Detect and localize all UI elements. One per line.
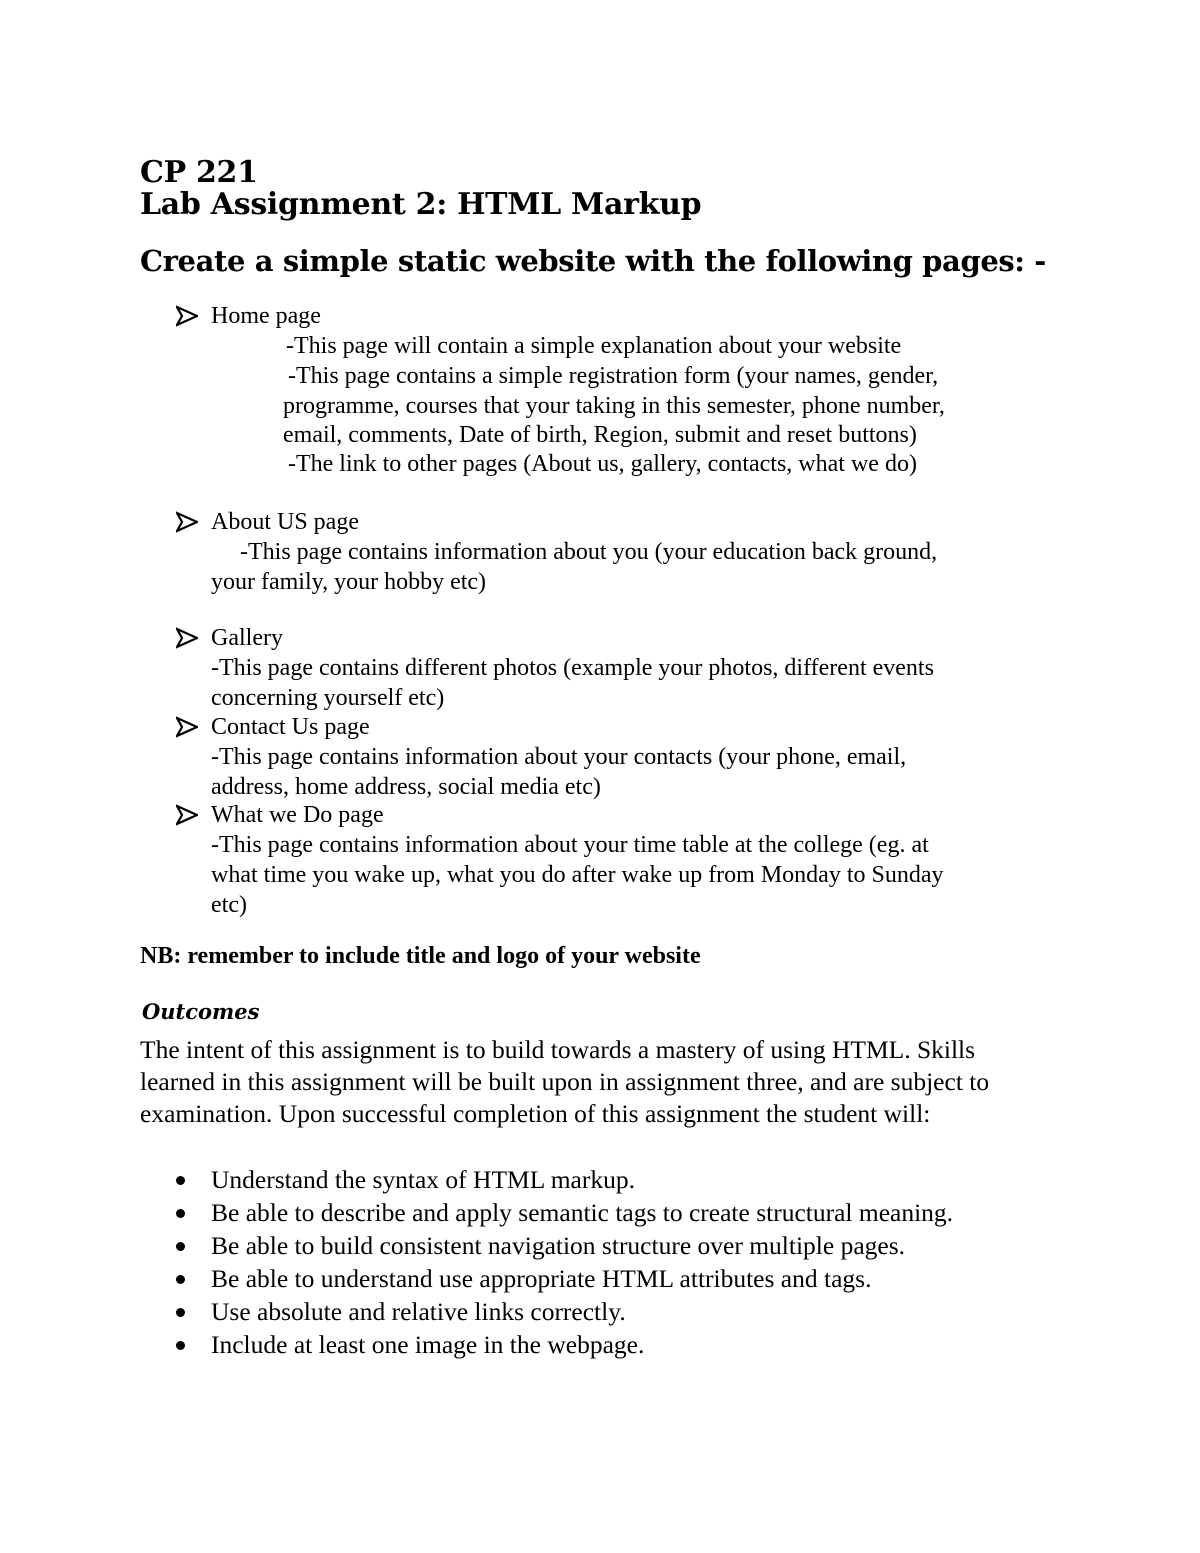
instruction-heading: Create a simple static website with the following pages: - (140, 244, 1046, 278)
outcome-item: Be able to describe and apply semantic tags to create structural meaning. (211, 1198, 954, 1227)
arrowhead-bullet-icon (176, 804, 198, 826)
arrowhead-bullet-icon (176, 511, 198, 533)
page-item-text: programme, courses that your taking in this semester, phone number, (283, 393, 945, 419)
outcome-item: Use absolute and relative links correctly. (211, 1297, 626, 1326)
page-item-text: concerning yourself etc) (211, 685, 445, 711)
page-item-text: -This page contains information about you (your education back ground, (240, 539, 938, 565)
round-bullet-icon (176, 1209, 185, 1218)
outcomes-paragraph-line: learned in this assignment will be built upon in assignment three, and are subject to (140, 1067, 990, 1096)
round-bullet-icon (176, 1176, 185, 1185)
page-item-title: Gallery (211, 625, 283, 651)
page-item-text: -This page contains a simple registration form (your names, gender, (288, 363, 939, 389)
round-bullet-icon (176, 1275, 185, 1284)
page-item-text: what time you wake up, what you do after wake up from Monday to Sunday (211, 862, 944, 888)
outcome-item: Be able to build consistent navigation structure over multiple pages. (211, 1231, 906, 1260)
round-bullet-icon (176, 1308, 185, 1317)
round-bullet-icon (176, 1341, 185, 1350)
page-item-text: address, home address, social media etc) (211, 774, 601, 800)
round-bullet-icon (176, 1242, 185, 1251)
page-item-text: -This page contains information about your time table at the college (eg. at (211, 832, 929, 858)
page-item-text: email, comments, Date of birth, Region, submit and reset buttons) (283, 422, 917, 448)
page-item-text: -This page will contain a simple explanation about your website (286, 333, 902, 359)
outcomes-paragraph-line: The intent of this assignment is to build towards a mastery of using HTML. Skills (140, 1035, 976, 1064)
page-item-title: About US page (211, 509, 359, 535)
page-item-title: What we Do page (211, 802, 384, 828)
note-text: NB: remember to include title and logo of your website (140, 943, 701, 969)
page-item-text: -This page contains information about your contacts (your phone, email, (211, 744, 907, 770)
outcome-item: Include at least one image in the webpage. (211, 1330, 645, 1359)
outcome-item: Understand the syntax of HTML markup. (211, 1165, 635, 1194)
page-item-text: -The link to other pages (About us, gallery, contacts, what we do) (288, 451, 917, 477)
course-code: CP 221 (140, 155, 258, 190)
arrowhead-bullet-icon (176, 627, 198, 649)
outcomes-paragraph-line: examination. Upon successful completion of this assignment the student will: (140, 1099, 931, 1128)
page-item-title: Home page (211, 303, 321, 329)
outcome-item: Be able to understand use appropriate HTML attributes and tags. (211, 1264, 872, 1293)
page-item-text: your family, your hobby etc) (211, 569, 487, 595)
arrowhead-bullet-icon (176, 305, 198, 327)
page-item-title: Contact Us page (211, 714, 370, 740)
arrowhead-bullet-icon (176, 716, 198, 738)
page-item-text: etc) (211, 892, 247, 918)
assignment-title: Lab Assignment 2: HTML Markup (140, 187, 702, 222)
page-item-text: -This page contains different photos (example your photos, different events (211, 655, 934, 681)
outcomes-heading: Outcomes (142, 999, 260, 1024)
